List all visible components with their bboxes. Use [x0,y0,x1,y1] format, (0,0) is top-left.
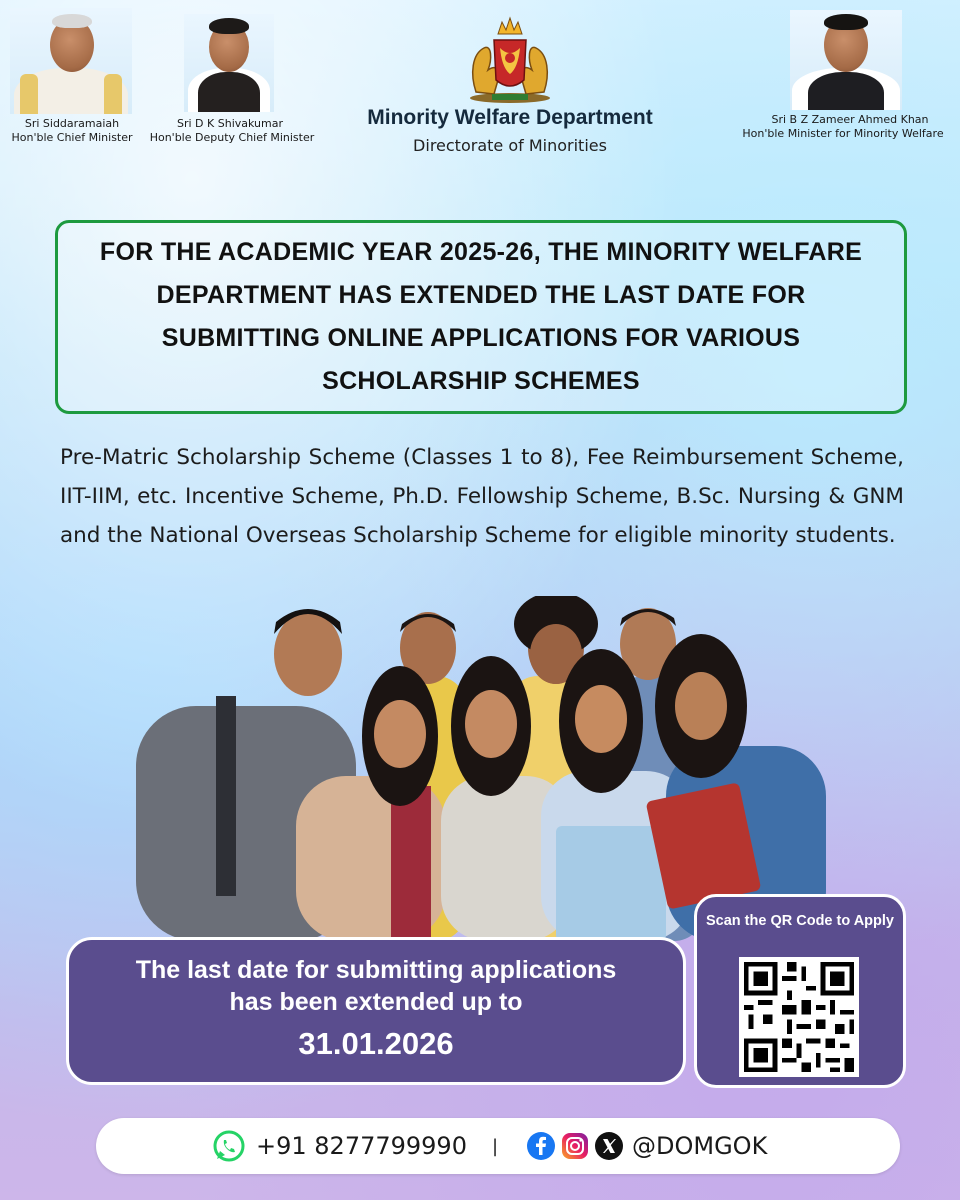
leader-name: Sri D K Shivakumar [177,117,283,130]
deadline-date: 31.01.2026 [298,1026,454,1061]
deadline-line-2: has been extended up to [229,988,523,1016]
whatsapp-icon[interactable] [212,1129,246,1163]
deadline-line-1: The last date for submitting applications [135,956,617,984]
leader-name: Sri B Z Zameer Ahmed Khan [771,113,929,126]
deputy-chief-minister-portrait [184,14,274,112]
students-group-photo [136,596,826,941]
facebook-icon[interactable] [526,1131,556,1161]
qr-label: Scan the QR Code to Apply [706,913,894,929]
minister-portrait [790,10,902,110]
headline-box [55,220,907,414]
deadline-box [66,937,686,1085]
karnataka-emblem [462,14,558,104]
footer-separator: | [492,1135,499,1157]
phone-number[interactable]: +91 8277799990 [256,1132,467,1160]
chief-minister-portrait [10,8,132,114]
headline-text: FOR THE ACADEMIC YEAR 2025-26, THE MINORITY WELFARE DEPARTMENT HAS EXTENDED THE LAST DATE FOR SUBMITTING ONLINE APPLICATIONS FOR VARIOUS SCHOLARSHIP SCHEMES [99,238,863,395]
leader-name: Sri Siddaramaiah [24,117,120,130]
contact-footer [96,1118,900,1174]
social-handle[interactable]: @DOMGOK [632,1132,768,1160]
student-figure [296,666,446,941]
department-title: Minority Welfare Department [367,106,653,129]
x-twitter-icon[interactable] [594,1131,624,1161]
qr-box [694,894,906,1088]
leader-title: Hon'ble Chief Minister [11,131,133,144]
leader-title: Hon'ble Minister for Minority Welfare [742,127,944,140]
directorate-subtitle: Directorate of Minorities [413,136,607,155]
qr-code[interactable] [739,957,859,1077]
scheme-description: Pre-Matric Scholarship Scheme (Classes 1 to 8), Fee Reimbursement Scheme, IIT-IIM, etc. Incentive Scheme, Ph.D. Fellowship Scheme, B.Sc. Nursing & GNM and the National Overseas Scholarship Scheme for eligible minority students. [60,445,904,548]
leader-title: Hon'ble Deputy Chief Minister [149,131,315,144]
instagram-icon[interactable] [560,1131,590,1161]
